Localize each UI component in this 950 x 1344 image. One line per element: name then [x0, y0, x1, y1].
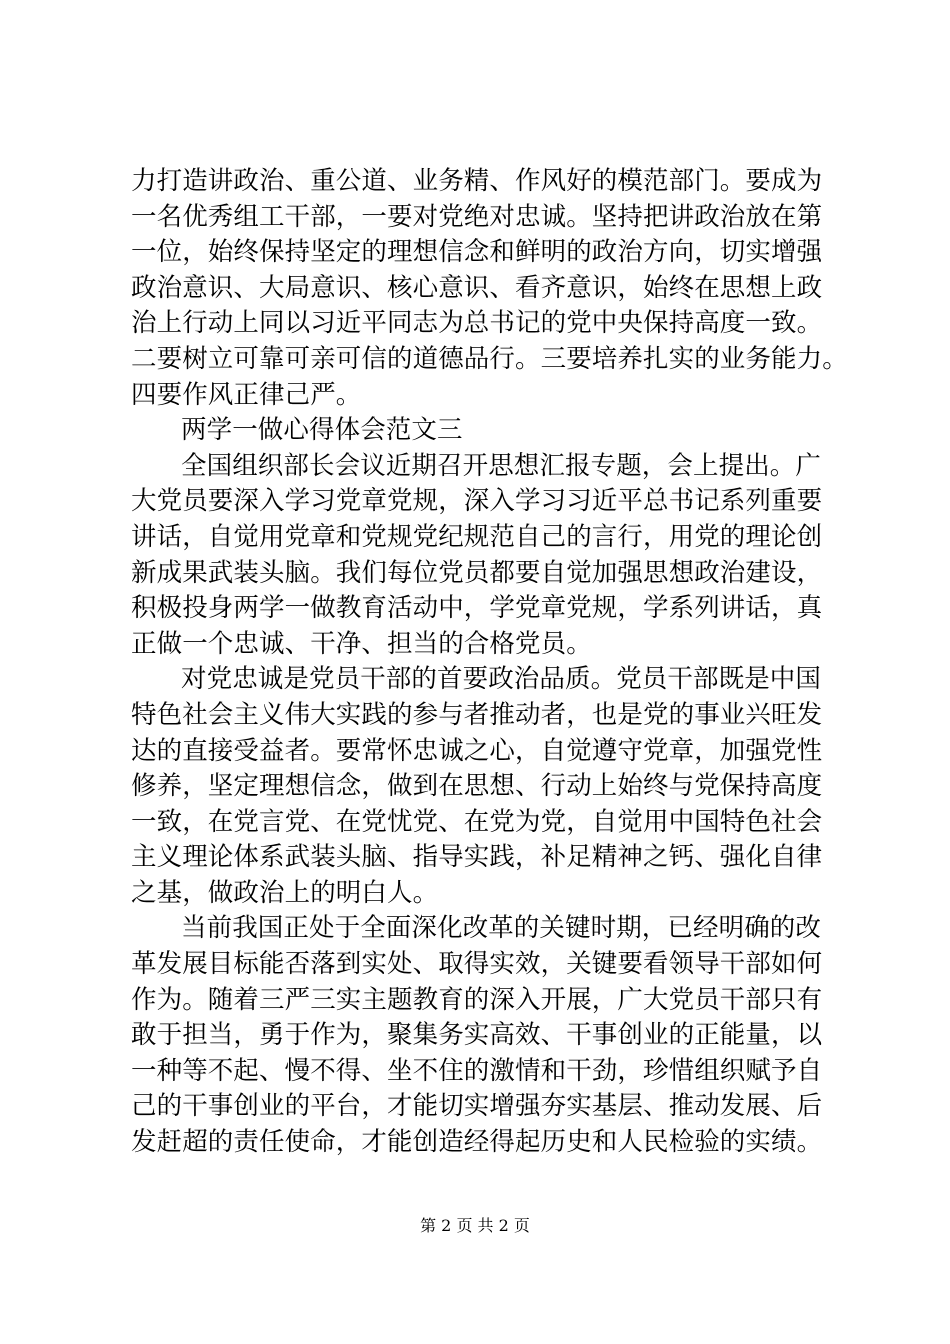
text-line: 敢于担当，勇于作为，聚集务实高效、干事创业的正能量，以	[131, 1020, 823, 1051]
text-line: 修养，坚定理想信念，做到在思想、行动上始终与党保持高度	[131, 771, 823, 802]
text-line: 主义理论体系武装头脑、指导实践，补足精神之钙、强化自律	[131, 842, 823, 873]
text-line: 一种等不起、慢不得、坐不住的激情和干劲，珍惜组织赋予自	[131, 1055, 823, 1086]
text-line: 当前我国正处于全面深化改革的关键时期，已经明确的改	[181, 913, 822, 944]
text-line: 对党忠诚是党员干部的首要政治品质。党员干部既是中国	[181, 664, 822, 695]
document-body	[131, 164, 848, 1161]
text-line: 四要作风正律己严。	[131, 379, 362, 410]
text-line: 全国组织部长会议近期召开思想汇报专题，会上提出。广	[181, 450, 822, 481]
text-line: 治上行动上同以习近平同志为总书记的党中央保持高度一致。	[131, 308, 823, 339]
text-line: 特色社会主义伟大实践的参与者推动者，也是党的事业兴旺发	[131, 699, 823, 730]
text-line: 己的干事创业的平台，才能切实增强夯实基层、推动发展、后	[131, 1091, 823, 1122]
text-line: 之基，做政治上的明白人。	[131, 877, 439, 908]
text-line: 正做一个忠诚、干净、担当的合格党员。	[131, 628, 592, 659]
text-line: 达的直接受益者。要常怀忠诚之心，自觉遵守党章，加强党性	[131, 735, 823, 766]
text-line: 革发展目标能否落到实处、取得实效，关键要看领导干部如何	[131, 949, 823, 980]
text-line: 大党员要深入学习党章党规，深入学习习近平总书记系列重要	[131, 486, 823, 517]
text-line: 一致，在党言党、在党忧党、在党为党，自觉用中国特色社会	[131, 806, 823, 837]
text-line: 讲话，自觉用党章和党规党纪规范自己的言行，用党的理论创	[131, 521, 823, 552]
text-line: 一名优秀组工干部，一要对党绝对忠诚。坚持把讲政治放在第	[131, 201, 823, 232]
text-line: 作为。随着三严三实主题教育的深入开展，广大党员干部只有	[131, 984, 823, 1015]
text-line: 新成果武装头脑。我们每位党员都要自觉加强思想政治建设，	[131, 557, 823, 588]
section-heading: 两学一做心得体会范文三	[181, 415, 463, 446]
text-line: 政治意识、大局意识、核心意识、看齐意识，始终在思想上政	[131, 272, 823, 303]
page-footer	[0, 1215, 950, 1237]
page-number: 第 2 页 共 2 页	[420, 1216, 530, 1235]
text-line: 积极投身两学一做教育活动中，学党章党规，学系列讲话，真	[131, 593, 823, 624]
text-line: 一位，始终保持坚定的理想信念和鲜明的政治方向，切实增强	[131, 237, 823, 268]
text-line: 二要树立可靠可亲可信的道德品行。三要培养扎实的业务能力。	[131, 343, 848, 374]
text-line: 力打造讲政治、重公道、业务精、作风好的模范部门。要成为	[131, 166, 823, 196]
text-line: 发赶超的责任使命，才能创造经得起历史和人民检验的实绩。	[131, 1127, 823, 1158]
